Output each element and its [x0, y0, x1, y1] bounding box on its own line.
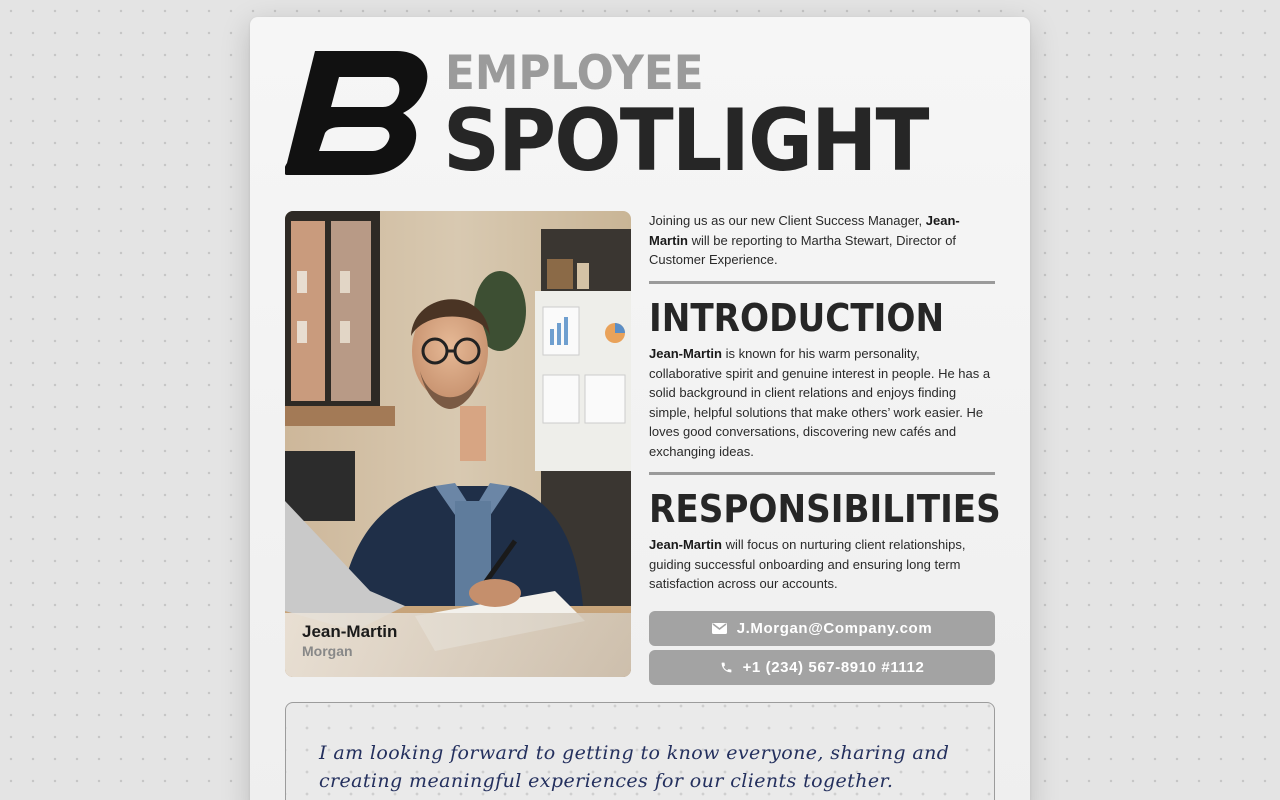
quote-box	[285, 702, 995, 800]
intro-paragraph	[649, 211, 995, 270]
intro-rest: will be reporting to Martha Stewart, Director of Customer Experience.	[649, 232, 957, 267]
responsibilities-paragraph	[649, 535, 995, 594]
spotlight-card	[250, 17, 1030, 800]
divider	[649, 472, 995, 475]
phone-text: +1 (234) 567-8910 #1112	[742, 659, 925, 676]
intro-lead: Joining us as our new Client Success Manager,	[649, 213, 926, 228]
introduction-name: Jean-Martin	[649, 346, 722, 361]
divider	[649, 281, 995, 284]
email-text: J.Morgan@Company.com	[736, 620, 933, 637]
responsibilities-body: will focus on nurturing client relationships, guiding successful onboarding and ensuring long term satisfaction across our accounts.	[649, 537, 966, 591]
title-employee: EMPLOYEE	[445, 46, 704, 101]
b-logo-icon	[285, 51, 430, 175]
employee-last-name: Morgan	[302, 643, 353, 659]
introduction-paragraph	[649, 344, 995, 461]
responsibilities-heading: RESPONSIBILITIES	[649, 487, 1001, 531]
employee-first-name: Jean-Martin	[302, 622, 398, 641]
envelope-icon	[712, 623, 727, 634]
introduction-body: is known for his warm personality, collaborative spirit and genuine interest in people. He has a solid background in client relations and enjoys finding simple, helpful solutions that make others’ work easier. He loves good conversations, discovering new cafés and exchanging ideas.	[649, 346, 991, 459]
responsibilities-name: Jean-Martin	[649, 537, 722, 552]
email-button[interactable]	[649, 611, 995, 646]
quote-text: I am looking forward to getting to know everyone, sharing and creating meaningful experiences for our clients together.	[319, 742, 950, 792]
phone-icon	[720, 661, 733, 674]
employee-photo	[285, 211, 631, 677]
introduction-heading: INTRODUCTION	[649, 296, 945, 340]
phone-button[interactable]	[649, 650, 995, 685]
title-spotlight: SPOTLIGHT	[443, 91, 928, 191]
intro-name: Jean-Martin	[649, 213, 960, 248]
name-bar	[285, 613, 631, 677]
